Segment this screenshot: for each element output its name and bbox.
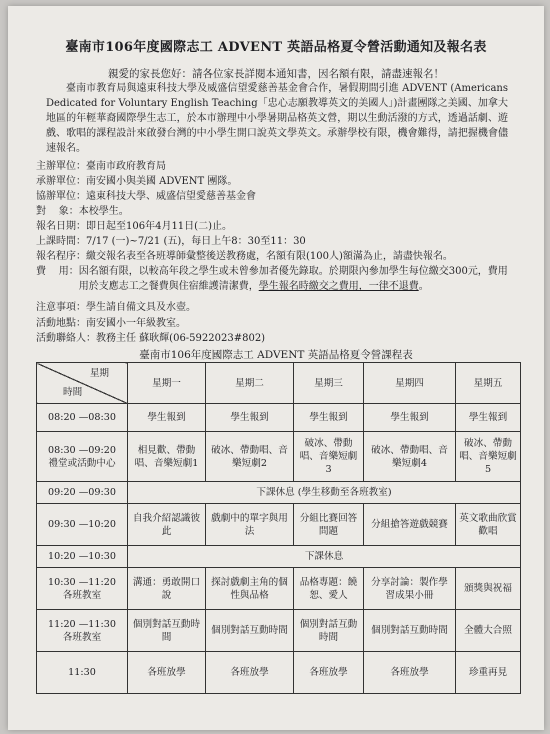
day-header: 星期四 <box>364 363 456 404</box>
activity-cell: 學生報到 <box>128 404 206 432</box>
activity-cell: 探討戲劇主角的個性與品格 <box>206 568 294 610</box>
info-label: 上課時間： <box>36 236 86 247</box>
activity-cell: 個別對話互動時間 <box>294 610 364 652</box>
info-value: 遠東科技大學、威盛信望愛慈善基金會 <box>86 191 256 202</box>
activity-cell: 破冰、帶動唱、音樂短劇2 <box>206 432 294 482</box>
activity-cell: 相見歡、帶動唱、音樂短劇1 <box>128 432 206 482</box>
note-value: 學生請自備文具及水壺。 <box>86 302 196 313</box>
info-row <box>36 234 516 249</box>
activity-cell: 各班放學 <box>128 652 206 694</box>
table-row <box>37 568 521 610</box>
time-cell: 09:30 —10:20 <box>37 504 128 546</box>
table-row <box>37 404 521 432</box>
info-list <box>36 159 516 294</box>
no-refund-notice: 學生報名時繳交之費用，一律不退費 <box>258 281 419 292</box>
note-label: 注意事項： <box>36 302 86 313</box>
note-row <box>36 331 516 347</box>
table-row <box>37 432 521 482</box>
activity-cell: 分組比賽回答問題 <box>294 504 364 546</box>
info-row <box>36 204 516 219</box>
info-row <box>36 159 516 174</box>
activity-cell: 各班放學 <box>206 652 294 694</box>
break-row <box>37 546 521 568</box>
info-value: 本校學生。 <box>78 206 129 217</box>
info-row <box>36 249 516 264</box>
schedule-table <box>36 362 521 694</box>
activity-cell: 溝通：勇敢開口說 <box>128 568 206 610</box>
info-value: 7/17 (一)~7/21 (五)，每日上午8：30至11：30 <box>86 236 306 247</box>
table-row <box>37 652 521 694</box>
activity-cell: 品格專題：饒恕、愛人 <box>294 568 364 610</box>
info-label: 主辦單位： <box>36 161 86 172</box>
notes-list <box>36 300 516 347</box>
activity-cell: 各班放學 <box>364 652 456 694</box>
schedule-title: 臺南市106年度國際志工 ADVENT 英語品格夏令營課程表 <box>139 349 413 361</box>
activity-cell: 英文歌曲欣賞歡唱 <box>456 504 521 546</box>
info-label: 報名程序： <box>36 251 86 262</box>
time-cell: 09:20 —09:30 <box>37 482 128 504</box>
activity-cell: 戲劇中的單字與用法 <box>206 504 294 546</box>
time-cell: 08:30 —09:20 禮堂或活動中心 <box>37 432 128 482</box>
activity-cell: 全體大合照 <box>456 610 521 652</box>
info-value: 繳交報名表至各班導師彙整後送教務處，名額有限(100人)額滿為止，請盡快報名。 <box>86 251 453 262</box>
activity-cell: 頒獎與祝福 <box>456 568 521 610</box>
note-row <box>36 300 516 316</box>
info-label: 協辦單位： <box>36 191 86 202</box>
table-row <box>37 610 521 652</box>
time-cell: 11:20 —11:30 各班教室 <box>37 610 128 652</box>
note-value: 教務主任 蘇耿輝(06-5922023#802) <box>96 333 266 344</box>
day-header: 星期一 <box>128 363 206 404</box>
activity-cell: 自我介紹認識彼此 <box>128 504 206 546</box>
activity-cell: 破冰、帶動唱、音樂短劇5 <box>456 432 521 482</box>
fee-row <box>36 264 516 294</box>
fee-label: 費 用： <box>36 266 79 277</box>
activity-cell: 學生報到 <box>294 404 364 432</box>
info-row <box>36 219 516 234</box>
fee-value: 因名額有限，以較高年段之學生或未曾參加者優先錄取。於期限內參加學生每位繳交300元，費用用於支應志工之餐費與住宿維護清潔費，學生報名時繳交之費用，一律不退費。 <box>78 266 508 292</box>
activity-cell: 學生報到 <box>456 404 521 432</box>
greeting-line: 親愛的家長您好：請各位家長詳閱本通知書，因名額有限，請盡速報名！ <box>108 68 444 80</box>
activity-cell: 學生報到 <box>206 404 294 432</box>
note-value: 南安國小一年級教室。 <box>86 317 186 329</box>
day-header: 星期三 <box>294 363 364 404</box>
corner-time-label: 時間 <box>63 387 83 398</box>
activity-cell: 珍重再見 <box>456 652 521 694</box>
time-cell: 10:20 —10:30 <box>37 546 128 568</box>
day-header: 星期二 <box>206 363 294 404</box>
table-header-row <box>37 363 521 404</box>
info-value: 臺南市政府教育局 <box>86 161 166 172</box>
table-row <box>37 504 521 546</box>
time-cell: 11:30 <box>37 652 128 694</box>
info-value: 南安國小與美國 ADVENT 團隊。 <box>86 176 238 187</box>
document-page <box>8 6 544 730</box>
activity-cell: 分享討論：製作學習成果小冊 <box>364 568 456 610</box>
time-cell: 10:30 —11:20 各班教室 <box>37 568 128 610</box>
activity-cell: 個別對話互動時間 <box>128 610 206 652</box>
document-title: 臺南市106年度國際志工 ADVENT 英語品格夏令營活動通知及報名表 <box>65 40 487 55</box>
activity-cell: 學生報到 <box>364 404 456 432</box>
note-row <box>36 316 516 332</box>
activity-cell: 個別對話互動時間 <box>364 610 456 652</box>
info-label: 承辦單位： <box>36 176 86 187</box>
activity-cell: 分組搶答遊戲競賽 <box>364 504 456 546</box>
break-cell: 下課休息 <box>128 546 521 568</box>
activity-cell: 破冰、帶動唱、音樂短劇4 <box>364 432 456 482</box>
info-value: 即日起至106年4月11日(二)止。 <box>86 221 232 232</box>
day-header: 星期五 <box>456 363 521 404</box>
activity-cell: 各班放學 <box>294 652 364 694</box>
break-cell: 下課休息 (學生移動至各班教室) <box>128 482 521 504</box>
info-label: 對 象： <box>36 206 79 217</box>
note-label: 活動地點： <box>36 317 86 329</box>
info-label: 報名日期： <box>36 221 86 232</box>
info-row <box>36 189 516 204</box>
corner-day-label: 星期 <box>89 368 109 379</box>
break-row <box>37 482 521 504</box>
time-cell: 08:20 —08:30 <box>37 404 128 432</box>
corner-cell <box>37 363 128 404</box>
activity-cell: 破冰、帶動唱、音樂短劇3 <box>294 432 364 482</box>
info-row <box>36 174 516 189</box>
activity-cell: 個別對話互動時間 <box>206 610 294 652</box>
note-label: 活動聯絡人： <box>36 333 96 344</box>
intro-paragraph: 臺南市教育局與遠東科技大學及威盛信望愛慈善基金會合作，暑假期間引進 ADVENT (Americans Dedicated for Voluntary English Teaching「忠心志願教導英文的美國人」)計畫團隊之美國、加拿大地區的年輕華裔國際學生志工，於本市辦理中小學暑期品格英文營，期以生動活潑的方式，透過話劇、遊戲、歌唱的課程設計來啟發台灣的中小學生開口說英文學英文。承辦學校有限，機會難得，請把握機會儘速報名。 <box>46 83 508 154</box>
